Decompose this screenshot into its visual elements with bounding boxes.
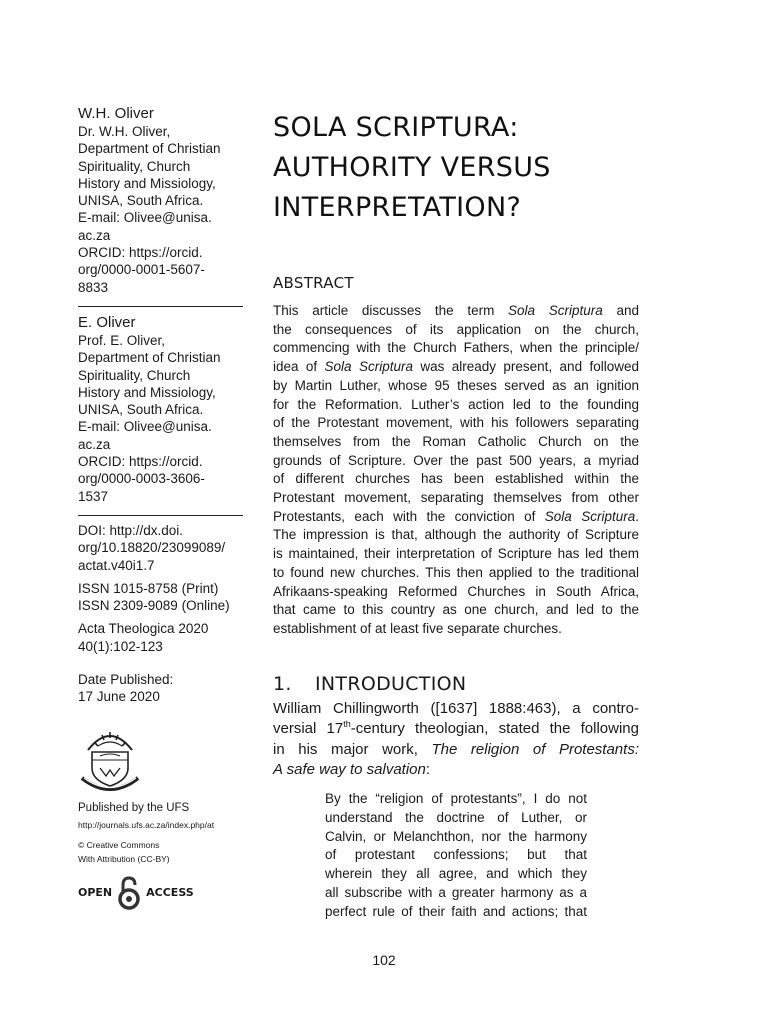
article-sidebar [78, 104, 246, 910]
intro-line: in his major work, The religion of Protestants: [273, 740, 639, 758]
date-label: Date Published: [78, 672, 174, 688]
article-title [273, 108, 639, 228]
abstract-line: by Martin Luther, whose 95 theses served as an ignition [273, 377, 639, 393]
issn-online: ISSN 2309-9089 (Online) [78, 598, 230, 614]
abstract-line: is maintained, their interpretation of Scripture has led them [273, 546, 639, 562]
quote-line: By the “religion of protestants”, I do not [325, 791, 587, 806]
author2-orcid[interactable]: 1537 [78, 488, 109, 504]
abstract-line: Protestant movement, separating themselves from other [273, 490, 639, 506]
author1-email[interactable]: E-mail: Olivee@unisa. [78, 210, 212, 226]
intro-line: A safe way to salvation: [273, 761, 431, 779]
doi-line[interactable]: actat.v40i1.7 [78, 557, 155, 573]
author2-details [78, 332, 246, 505]
author2-name: E. Oliver [78, 313, 136, 331]
author2-line: UNISA, South Africa. [78, 402, 204, 418]
author1-line: UNISA, South Africa. [78, 193, 204, 209]
intro-paragraph [273, 699, 639, 781]
author2-orcid[interactable]: org/0000-0003-3606- [78, 471, 205, 487]
title-line: SOLA SCRIPTURA: [273, 112, 519, 143]
author1-orcid[interactable]: org/0000-0001-5607- [78, 262, 205, 278]
open-lock-icon [116, 876, 142, 910]
author1-line: Spirituality, Church [78, 158, 191, 174]
open-access-left: OPEN [78, 886, 113, 900]
abstract-line: that came to this country as one church, and led to the [273, 602, 639, 618]
author2-line: Prof. E. Oliver, [78, 332, 166, 348]
open-access-right: ACCESS [146, 886, 194, 900]
section-title: INTRODUCTION [315, 672, 467, 695]
title-line: AUTHORITY VERSUS [273, 152, 551, 183]
abstract-line: This article discusses the term Sola Scriptura and [273, 303, 640, 318]
author2-email[interactable]: ac.za [78, 436, 111, 452]
page-number: 102 [372, 952, 396, 968]
divider [78, 306, 243, 307]
journal-name: Acta Theologica 2020 [78, 621, 209, 637]
author1-line: History and Missiology, [78, 175, 216, 191]
author1-orcid[interactable]: 8833 [78, 279, 109, 295]
open-access-badge [78, 876, 246, 910]
quote-line: of protestant confessions; but that [325, 847, 587, 863]
abstract-line: idea of Sola Scriptura was already present, and followed [273, 359, 639, 375]
author1-name: W.H. Oliver [78, 105, 154, 122]
doi-line[interactable]: org/10.18820/23099089/ [78, 540, 226, 556]
abstract-line: the consequences of its application on the church, [273, 321, 639, 337]
issn-block [78, 580, 246, 615]
license-line: © Creative Commons [78, 839, 160, 850]
block-quote [325, 790, 587, 922]
abstract-text [273, 302, 639, 639]
quote-line: understand the doctrine of Luther, or [325, 809, 587, 825]
section-number: 1. [273, 672, 292, 695]
quote-line: all subscribe with a greater harmony as a [325, 884, 587, 900]
article-main [273, 108, 639, 781]
issn-print: ISSN 1015-8758 (Print) [78, 580, 219, 596]
quote-line: Calvin, or Melanchthon, nor the harmony [325, 828, 587, 844]
section-heading-introduction [273, 673, 639, 695]
intro-line: William Chillingworth ([1637] 1888:463), a contro- [273, 699, 639, 717]
abstract-heading: ABSTRACT [273, 274, 354, 292]
abstract-line: The impression is that, although the authority of Scripture [273, 527, 639, 543]
title-line: INTERPRETATION? [273, 192, 522, 223]
abstract-line: of the Protestant movement, with his followers separating [273, 415, 639, 431]
abstract-line: themselves from the Roman Catholic Church on the [273, 433, 639, 449]
author1-line: Department of Christian [78, 141, 221, 157]
date-value: 17 June 2020 [78, 689, 160, 705]
author2-orcid[interactable]: ORCID: https://orcid. [78, 454, 203, 470]
abstract-line: Protestants, each with the conviction of Sola Scriptura. [273, 508, 639, 524]
journal-block [78, 620, 246, 655]
journal-url[interactable]: http://journals.ufs.ac.za/index.php/at [78, 819, 215, 830]
author1-line: Dr. W.H. Oliver, [78, 124, 171, 139]
abstract-line: for the Reformation. Luther’s action led to the founding [273, 396, 639, 412]
abstract-line: of different churches has been established within the [273, 471, 639, 487]
author1-details [78, 123, 246, 296]
doi-line[interactable]: DOI: http://dx.doi. [78, 522, 184, 538]
abstract-line: grounds of Scripture. Over the past 500 years, a myriad [273, 452, 639, 468]
doi-block[interactable] [78, 522, 246, 574]
author1-orcid[interactable]: ORCID: https://orcid. [78, 245, 203, 261]
ufs-crest-logo [78, 720, 142, 794]
published-by: Published by the UFS [78, 801, 190, 814]
abstract-line: Afrikaans-speaking Reformed Churches in South Africa, [273, 583, 639, 599]
license-line: With Attribution (CC-BY) [78, 853, 170, 864]
abstract-line: commencing with the Church Fathers, when the principle/ [273, 340, 639, 356]
quote-line: wherein they all agree, and which they [325, 866, 587, 882]
author2-email[interactable]: E-mail: Olivee@unisa. [78, 419, 212, 435]
abstract-line: establishment of at least five separate churches. [273, 620, 562, 636]
author2-line: Spirituality, Church [78, 367, 191, 383]
quote-line: perfect rule of their faith and actions; that [325, 903, 587, 919]
date-block [78, 671, 246, 706]
divider [78, 515, 243, 516]
intro-line: versial 17th-century theologian, stated the following [273, 719, 639, 738]
author2-line: History and Missiology, [78, 384, 216, 400]
author1-email[interactable]: ac.za [78, 227, 111, 243]
abstract-line: to found new churches. This then applied to the traditional [273, 564, 639, 580]
author2-line: Department of Christian [78, 350, 221, 366]
journal-volume: 40(1):102-123 [78, 638, 163, 654]
